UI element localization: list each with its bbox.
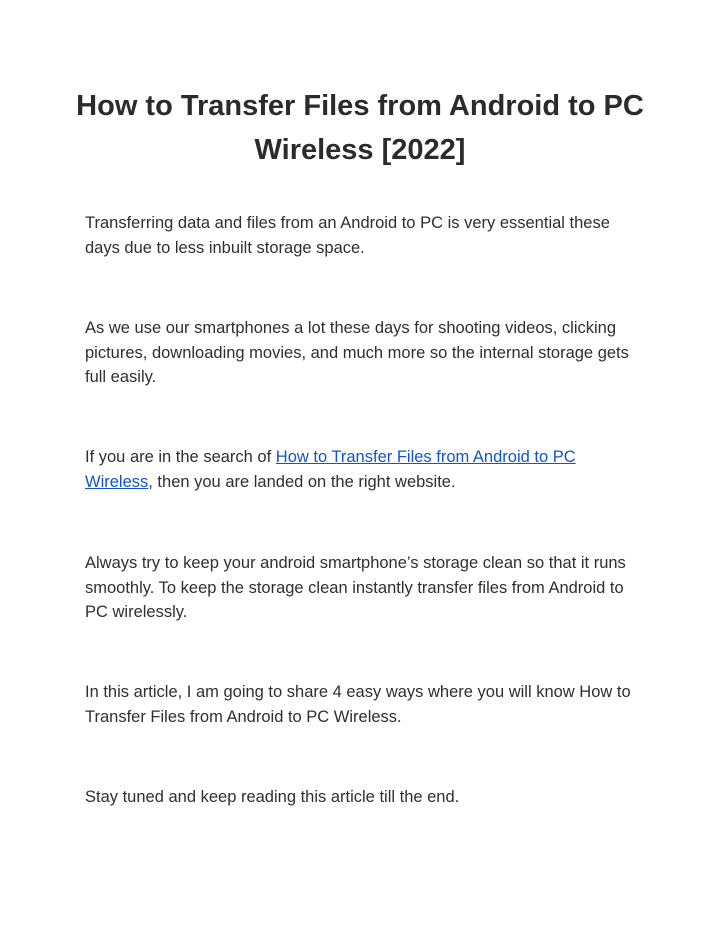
paragraph-article-overview: In this article, I am going to share 4 easy ways where you will know How to Transfer Files from Android to PC Wireless. [85,683,631,726]
paragraph-search [85,445,645,494]
paragraph-intro: Transferring data and files from an Android to PC is very essential these days due to less inbuilt storage space. [85,214,610,257]
article-link[interactable]: How to Transfer Files from Android to PC Wireless [85,448,576,491]
paragraph-stay-tuned: Stay tuned and keep reading this article till the end. [85,788,460,806]
paragraph-clean-storage: Always try to keep your android smartphone’s storage clean so that it runs smoothly. To keep the storage clean instantly transfer files from Android to PC wirelessly. [85,554,626,621]
paragraph-search-after: , then you are landed on the right website. [148,472,456,491]
document-title: How to Transfer Files from Android to PC Wireless [2022] [76,90,644,166]
paragraph-storage: As we use our smartphones a lot these days for shooting videos, clicking pictures, downloading movies, and much more so the internal storage gets full easily. [85,319,629,386]
paragraph-search-before: If you are in the search of [85,448,276,466]
